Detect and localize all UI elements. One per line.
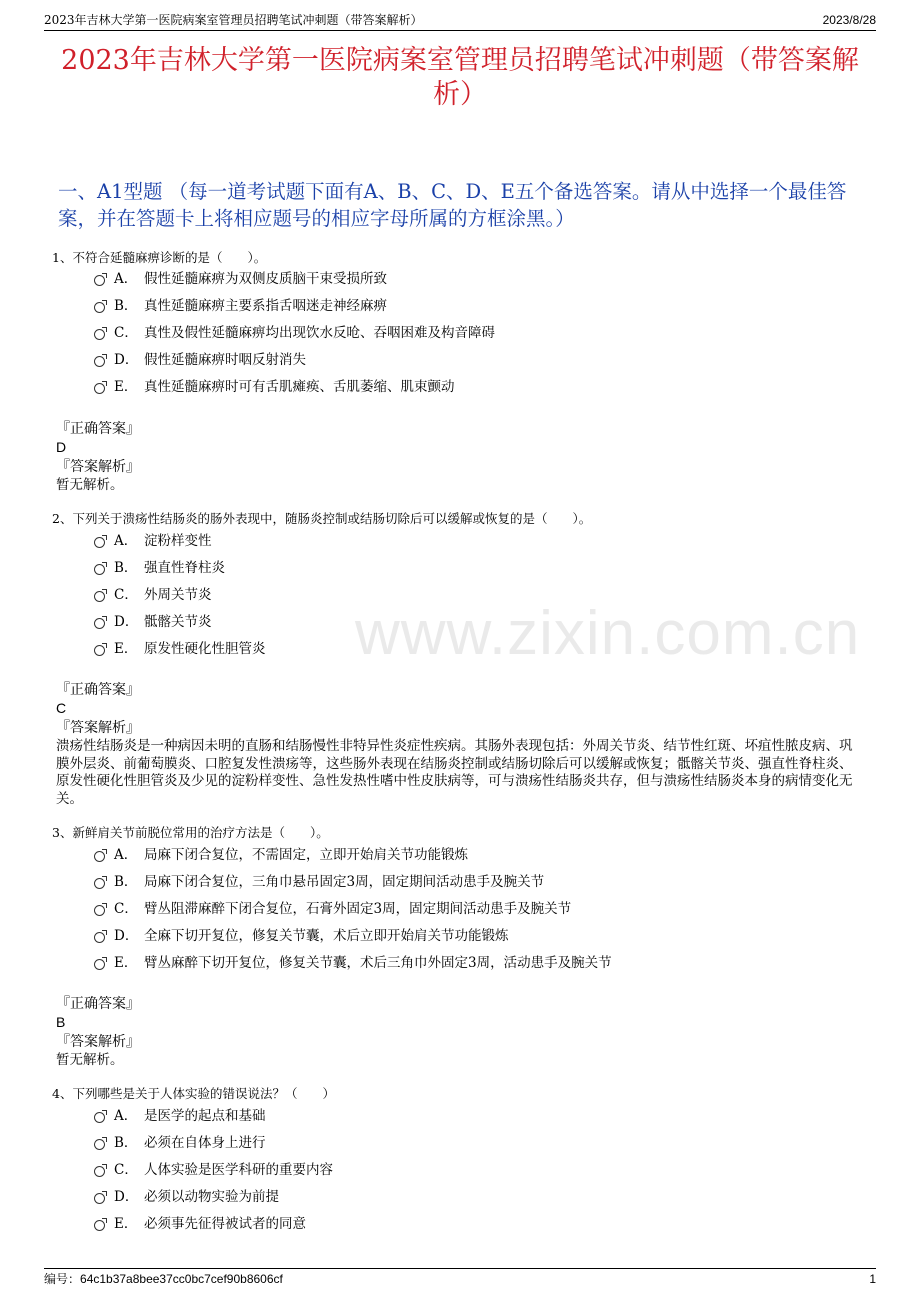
option-text: 假性延髓麻痹为双侧皮质脑干束受损所致 — [144, 271, 387, 287]
option-text: 真性延髓麻痹时可有舌肌瘫痪、舌肌萎缩、肌束颤动 — [144, 379, 455, 395]
correct-answer: C — [56, 700, 67, 716]
header-doc-title: 2023年吉林大学第一医院病案室管理员招聘笔试冲刺题（带答案解析） — [44, 13, 423, 27]
question-stem: 2、下列关于溃疡性结肠炎的肠外表现中，随肠炎控制或结肠切除后可以缓解或恢复的是（ ）。 — [52, 511, 592, 526]
analysis-text: 暂无解析。 — [56, 477, 124, 493]
correct-answer-label: 『正确答案』 — [56, 682, 140, 698]
option-letter: C． — [114, 1162, 138, 1178]
radio-icon[interactable] — [94, 1139, 105, 1150]
question-stem: 4、下列哪些是关于人体实验的错误说法？（ ） — [52, 1086, 335, 1101]
option-text: 真性延髓麻痹主要系指舌咽迷走神经麻痹 — [144, 298, 387, 314]
option-text: 淀粉样变性 — [144, 533, 212, 549]
option-letter: B． — [114, 560, 138, 576]
option-text: 必须事先征得被试者的同意 — [144, 1216, 306, 1232]
option-letter: C． — [114, 325, 138, 341]
option-text: 全麻下切开复位，修复关节囊，术后立即开始肩关节功能锻炼 — [144, 928, 509, 944]
option-letter: B． — [114, 874, 138, 890]
question-stem: 1、不符合延髓麻痹诊断的是（ ）。 — [52, 250, 267, 265]
option-letter: C． — [114, 587, 138, 603]
radio-icon[interactable] — [94, 1193, 105, 1204]
radio-icon[interactable] — [94, 645, 105, 656]
analysis-label: 『答案解析』 — [56, 459, 140, 475]
correct-answer-label: 『正确答案』 — [56, 996, 140, 1012]
watermark: www.zixin.com.cn — [355, 599, 861, 668]
option-letter: A． — [114, 1108, 138, 1124]
option-text: 局麻下闭合复位，不需固定，立即开始肩关节功能锻炼 — [144, 847, 468, 863]
option-text: 必须以动物实验为前提 — [144, 1189, 279, 1205]
radio-icon[interactable] — [94, 959, 105, 970]
correct-answer-label: 『正确答案』 — [56, 421, 140, 437]
page-footer — [44, 1268, 876, 1287]
option-text: 臂丛麻醉下切开复位，修复关节囊，术后三角巾外固定3周，活动患手及腕关节 — [144, 955, 612, 971]
option-letter: B． — [114, 298, 138, 314]
option-text: 真性及假性延髓麻痹均出现饮水反呛、吞咽困难及构音障碍 — [144, 325, 495, 341]
option-text: 局麻下闭合复位，三角巾悬吊固定3周，固定期间活动患手及腕关节 — [144, 874, 545, 890]
option-letter: D． — [114, 1189, 139, 1205]
header-date: 2023/8/28 — [822, 13, 876, 27]
radio-icon[interactable] — [94, 591, 105, 602]
option-letter: E． — [114, 955, 138, 971]
page-header — [44, 12, 876, 31]
analysis-text: 溃疡性结肠炎是一种病因未明的直肠和结肠慢性非特异性炎症性疾病。其肠外表现包括：外周关节炎、结节性红斑、坏疽性脓皮病、巩膜外层炎、前葡萄膜炎、口腔复发性溃疡等，这些肠外表现在结肠炎控制或结肠切除后可以缓解或恢复；骶髂关节炎、强直性脊柱炎、原发性硬化性胆管炎及少见的淀粉样变性、急性发热性嗜中性皮肤病等，可与溃疡性结肠炎共存，但与溃疡性结肠炎本身的病情变化无关。 — [56, 738, 853, 807]
option-letter: B． — [114, 1135, 138, 1151]
footer-code-value: 64c1b37a8bee37cc0bc7cef90b8606cf — [80, 1272, 283, 1286]
option-letter: E． — [114, 641, 138, 657]
option-letter: A． — [114, 533, 138, 549]
analysis-text: 暂无解析。 — [56, 1052, 124, 1068]
option-letter: C． — [114, 901, 138, 917]
radio-icon[interactable] — [94, 302, 105, 313]
correct-answer: B — [56, 1014, 66, 1030]
option-text: 原发性硬化性胆管炎 — [144, 641, 266, 657]
radio-icon[interactable] — [94, 537, 105, 548]
section-heading: 一、A1型题 （每一道考试题下面有A、B、C、D、E五个备选答案。请从中选择一个最佳答案，并在答题卡上将相应题号的相应字母所属的方框涂黑。） — [58, 180, 847, 230]
option-text: 人体实验是医学科研的重要内容 — [144, 1162, 333, 1178]
radio-icon[interactable] — [94, 932, 105, 943]
radio-icon[interactable] — [94, 356, 105, 367]
footer-code — [44, 1270, 283, 1288]
radio-icon[interactable] — [94, 329, 105, 340]
option-text: 骶髂关节炎 — [144, 614, 212, 630]
option-letter: E． — [114, 1216, 138, 1232]
radio-icon[interactable] — [94, 383, 105, 394]
option-text: 臂丛阻滞麻醉下闭合复位，石膏外固定3周，固定期间活动患手及腕关节 — [144, 901, 572, 917]
option-letter: A． — [114, 847, 138, 863]
option-letter: D． — [114, 352, 139, 368]
radio-icon[interactable] — [94, 1166, 105, 1177]
radio-icon[interactable] — [94, 905, 105, 916]
page-number: 1 — [869, 1272, 876, 1286]
radio-icon[interactable] — [94, 1220, 105, 1231]
analysis-label: 『答案解析』 — [56, 1034, 140, 1050]
radio-icon[interactable] — [94, 878, 105, 889]
option-text: 强直性脊柱炎 — [144, 560, 225, 576]
radio-icon[interactable] — [94, 564, 105, 575]
option-text: 必须在自体身上进行 — [144, 1135, 266, 1151]
radio-icon[interactable] — [94, 1112, 105, 1123]
option-text: 是医学的起点和基础 — [144, 1108, 266, 1124]
option-letter: A． — [114, 271, 138, 287]
radio-icon[interactable] — [94, 275, 105, 286]
option-text: 外周关节炎 — [144, 587, 212, 603]
correct-answer: D — [56, 439, 67, 455]
footer-code-label: 编号： — [44, 1272, 81, 1286]
analysis-label: 『答案解析』 — [56, 720, 140, 736]
option-letter: D． — [114, 928, 139, 944]
question-stem: 3、新鲜肩关节前脱位常用的治疗方法是（ ）。 — [52, 825, 329, 840]
option-text: 假性延髓麻痹时咽反射消失 — [144, 352, 306, 368]
radio-icon[interactable] — [94, 851, 105, 862]
option-letter: E． — [114, 379, 138, 395]
page-title: 2023年吉林大学第一医院病案室管理员招聘笔试冲刺题（带答案解析） — [61, 45, 859, 110]
radio-icon[interactable] — [94, 618, 105, 629]
option-letter: D． — [114, 614, 139, 630]
